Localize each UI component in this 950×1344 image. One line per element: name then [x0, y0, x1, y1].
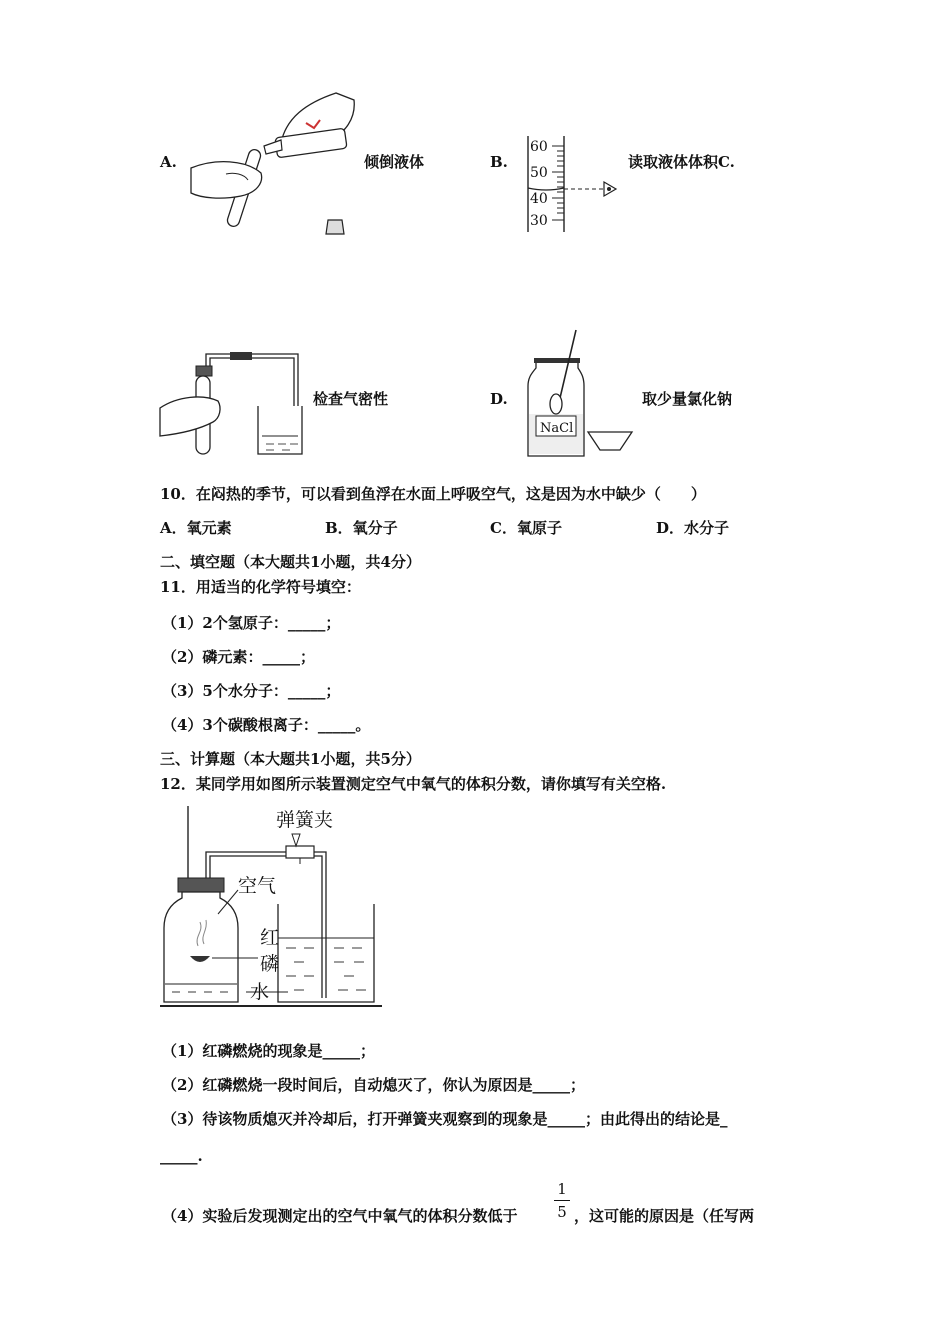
q11-item-3: （3）5个水分子：_____； — [162, 682, 341, 700]
option-d-label: D. — [490, 390, 508, 408]
q12-item-1: （1）红磷燃烧的现象是_____； — [162, 1042, 375, 1060]
option-a-label: A. — [160, 153, 177, 171]
q10-stem: 10．在闷热的季节，可以看到鱼浮在水面上呼吸空气，这是因为水中缺少（ ） — [160, 485, 706, 503]
air-label: 空气 — [238, 875, 277, 897]
red-phosphorus-label-2: 磷 — [260, 953, 280, 975]
fraction-one-fifth — [554, 1180, 570, 1221]
nacl-jar-label: NaCl — [540, 421, 574, 436]
option-b-caption: 读取液体体积C. — [628, 153, 735, 171]
water-label: 水 — [250, 981, 270, 1003]
q10-option-a: A．氧元素 — [160, 519, 232, 537]
q12-item-3-cont: _____. — [160, 1147, 203, 1165]
cylinder-tick-40: 40 — [530, 191, 548, 207]
q10-option-d: D．水分子 — [656, 519, 730, 537]
q12-item-3: （3）待该物质熄灭并冷却后，打开弹簧夹观察到的现象是_____；由此得出的结论是_ — [162, 1110, 728, 1128]
pouring-liquid-figure — [186, 88, 361, 243]
q11-item-2: （2）磷元素：_____； — [162, 648, 315, 666]
q12-item-2: （2）红磷燃烧一段时间后，自动熄灭了，你认为原因是_____； — [162, 1076, 585, 1094]
q12-item-4-start: （4）实验后发现测定出的空气中氧气的体积分数低于 — [162, 1207, 518, 1225]
option-c-caption: 检查气密性 — [313, 390, 389, 408]
q10-option-c: C．氧原子 — [490, 519, 562, 537]
option-b-label: B. — [490, 153, 508, 171]
cylinder-tick-60: 60 — [530, 139, 548, 155]
fraction-denominator: 5 — [557, 1203, 567, 1221]
clamp-label: 弹簧夹 — [276, 809, 334, 831]
q11-stem: 11．用适当的化学符号填空： — [160, 578, 361, 596]
cylinder-tick-30: 30 — [530, 213, 548, 229]
section-3-title: 三、计算题（本大题共1小题，共5分） — [160, 750, 421, 768]
q11-item-4: （4）3个碳酸根离子：_____。 — [162, 716, 371, 734]
airtightness-check-figure — [158, 346, 310, 458]
red-phosphorus-label-1: 红 — [260, 927, 280, 949]
q10-option-b: B．氧分子 — [325, 519, 398, 537]
q12-stem: 12．某同学用如图所示装置测定空气中氧气的体积分数，请你填写有关空格. — [160, 775, 667, 793]
oxygen-measurement-apparatus — [158, 806, 384, 1010]
option-a-caption: 倾倒液体 — [364, 153, 425, 171]
section-2-title: 二、填空题（本大题共1小题，共4分） — [160, 553, 421, 571]
cylinder-tick-50: 50 — [530, 165, 548, 181]
fraction-numerator: 1 — [557, 1180, 567, 1198]
q11-item-1: （1）2个氢原子：_____； — [162, 614, 341, 632]
option-d-caption: 取少量氯化钠 — [642, 390, 733, 408]
q12-item-4-end: ，这可能的原因是（任写两 — [574, 1207, 755, 1225]
